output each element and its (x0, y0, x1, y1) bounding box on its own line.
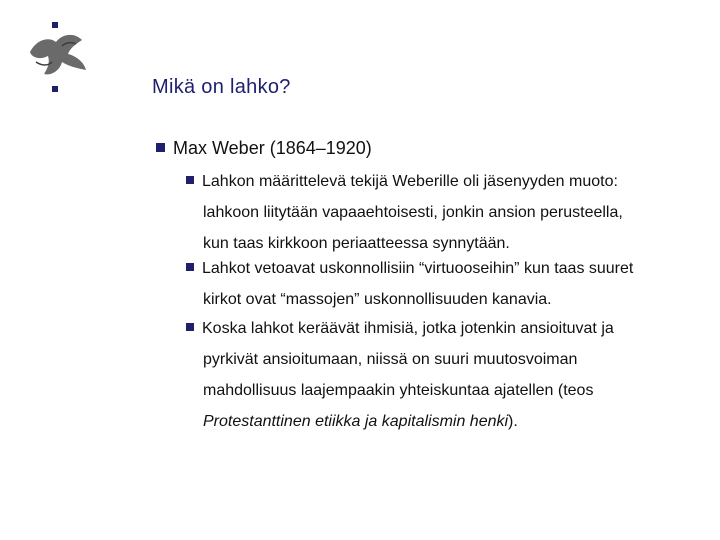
book-title: Protestanttinen etiikka ja kapitalismin henki (203, 413, 509, 430)
sub-bullet-2-line2: kirkot ovat “massojen” uskonnollisuuden kanavia. (203, 291, 552, 308)
sub-bullet-1 (186, 166, 686, 259)
sub-bullet-3-line3: mahdollisuus laajempaakin yhteiskuntaa ajatellen (teos (203, 382, 594, 399)
sub-bullet-3-line2: pyrkivät ansioitumaan, niissä on suuri muutosvoiman (203, 351, 578, 368)
sub-bullet-3-line1: Koska lahkot keräävät ihmisiä, jotka jotenkin ansioituvat ja (202, 320, 614, 337)
sub-bullet-1-line2: lahkoon liitytään vapaaehtoisesti, jonkin ansion perusteella, (203, 204, 623, 221)
square-bullet-icon (186, 323, 194, 331)
sub-bullet-3-line4 (186, 406, 686, 437)
sub-bullet-1-line1: Lahkon määrittelevä tekijä Weberille oli jäsenyyden muoto: (202, 173, 618, 190)
sub-bullet-3-line4-tail: ). (508, 413, 518, 430)
sub-bullet-2-line1: Lahkot vetoavat uskonnollisiin “virtuooseihin” kun taas suuret (202, 260, 634, 277)
square-bullet-icon (186, 263, 194, 271)
square-bullet-icon (156, 143, 165, 152)
sub-bullet-1-line3: kun taas kirkkoon periaatteessa synnytään. (203, 235, 510, 252)
sub-bullet-3 (186, 313, 686, 437)
bullet-level1 (156, 138, 372, 159)
slide-title: Mikä on lahko? (152, 76, 291, 98)
university-logo-icon (22, 22, 92, 100)
square-bullet-icon (186, 176, 194, 184)
sub-bullet-2 (186, 253, 686, 315)
bullet-level1-text: Max Weber (1864–1920) (173, 138, 372, 158)
